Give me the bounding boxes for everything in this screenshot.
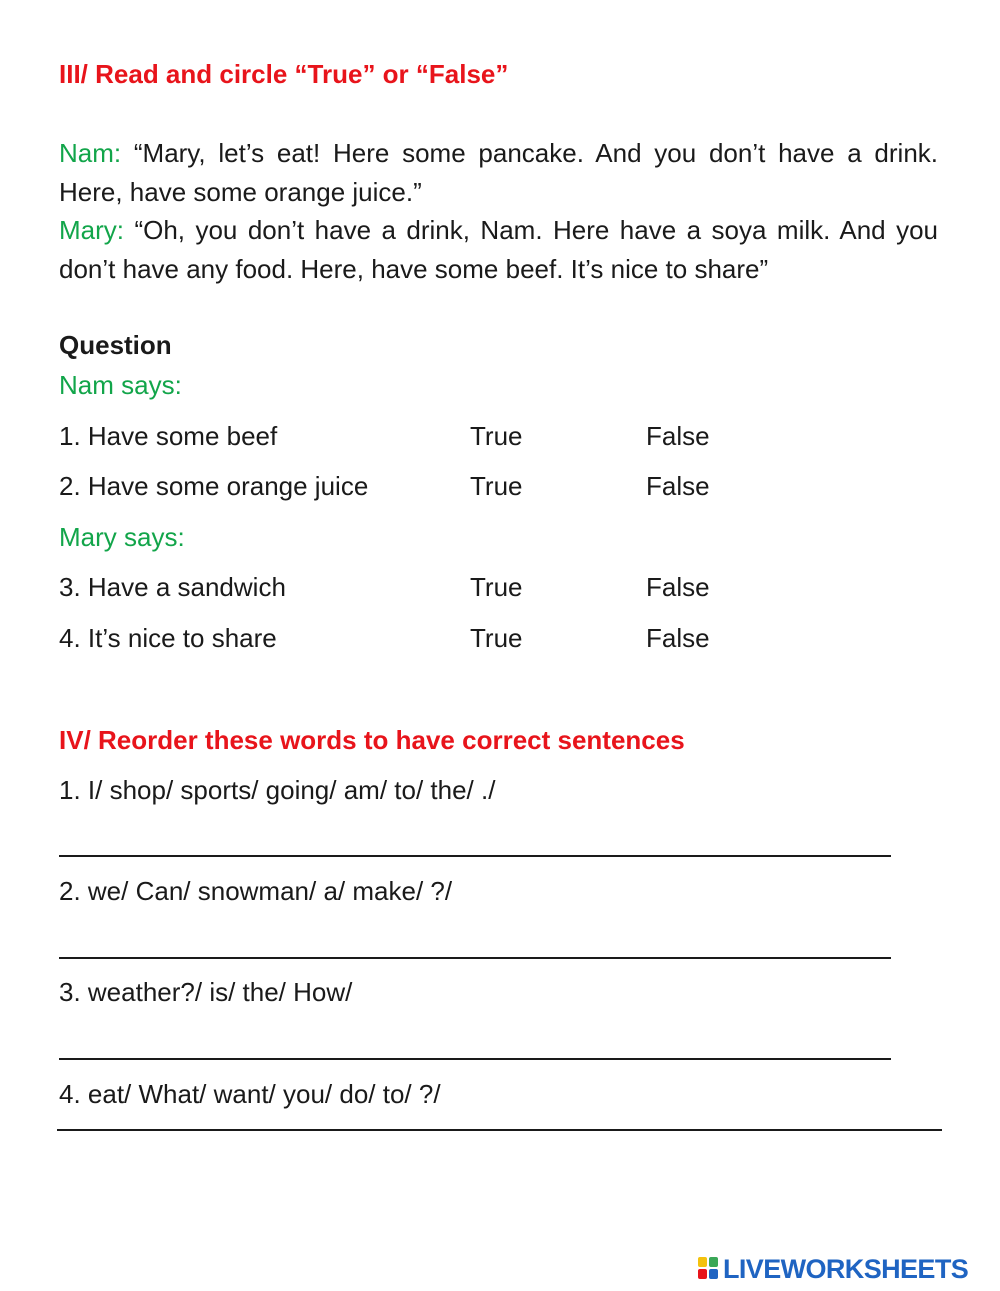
speaker-mary: Mary: (59, 215, 124, 245)
section-4-title: IV/ Reorder these words to have correct sentences (59, 725, 685, 755)
question-text: 2. Have some orange juice (59, 471, 369, 501)
false-option[interactable]: False (646, 623, 710, 653)
question-row (59, 421, 859, 455)
liveworksheets-logo-icon (698, 1257, 720, 1281)
question-row (59, 623, 859, 657)
dialogue-line-mary (59, 211, 938, 288)
true-option[interactable]: True (470, 421, 523, 451)
false-option[interactable]: False (646, 471, 710, 501)
section-3-title: III/ Read and circle “True” or “False” (59, 59, 509, 89)
dialogue-text-mary: “Oh, you don’t have a drink, Nam. Here have a soya milk. And you don’t have any food. Here, have some beef. It’s nice to share” (59, 215, 938, 284)
true-option[interactable]: True (470, 623, 523, 653)
mary-says-label: Mary says: (59, 522, 185, 552)
speaker-nam: Nam: (59, 138, 122, 168)
reorder-item: 1. I/ shop/ sports/ going/ am/ to/ the/ ./ (59, 775, 496, 805)
answer-line[interactable] (59, 1058, 891, 1060)
liveworksheets-logo (698, 1254, 994, 1284)
true-option[interactable]: True (470, 572, 523, 602)
liveworksheets-logo-text: LIVEWORKSHEETS (723, 1254, 969, 1284)
answer-line[interactable] (59, 957, 891, 959)
dialogue-text-nam: “Mary, let’s eat! Here some pancake. And you don’t have a drink. Here, have some orange juice.” (59, 138, 938, 207)
question-label: Question (59, 330, 172, 360)
true-option[interactable]: True (470, 471, 523, 501)
reorder-item: 2. we/ Can/ snowman/ a/ make/ ?/ (59, 876, 453, 906)
false-option[interactable]: False (646, 572, 710, 602)
question-text: 1. Have some beef (59, 421, 278, 451)
question-row (59, 572, 859, 606)
reorder-item: 3. weather?/ is/ the/ How/ (59, 977, 353, 1007)
question-row (59, 471, 859, 505)
question-text: 4. It’s nice to share (59, 623, 277, 653)
reorder-item: 4. eat/ What/ want/ you/ do/ to/ ?/ (59, 1079, 441, 1109)
answer-line[interactable] (59, 855, 891, 857)
nam-says-label: Nam says: (59, 370, 182, 400)
question-text: 3. Have a sandwich (59, 572, 286, 602)
false-option[interactable]: False (646, 421, 710, 451)
dialogue (59, 134, 938, 288)
dialogue-line-nam (59, 134, 938, 211)
answer-line[interactable] (57, 1129, 942, 1131)
